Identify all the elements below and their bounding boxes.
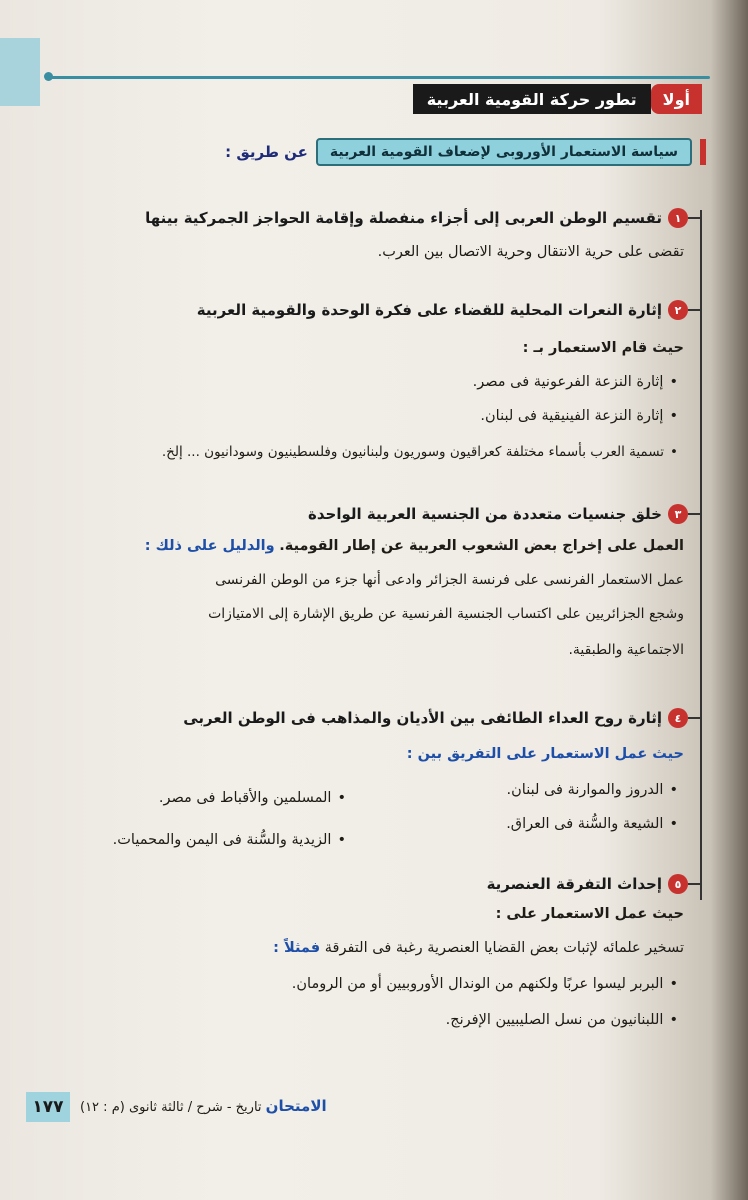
paragraph-line: عمل الاستعمار الفرنسى على فرنسة الجزائر وادعى أنها جزء من الوطن الفرنسى <box>215 572 684 588</box>
section-title: إثارة النعرات المحلية للقضاء على فكرة الوحدة والقومية العربية <box>196 301 662 319</box>
footer-book: تاريخ - شرح / ثالثة ثانوى <box>128 1100 262 1115</box>
page-number: ١٧٧ <box>26 1092 70 1122</box>
subheader-mark <box>700 139 706 165</box>
list-item: • الشيعة والسُّنة فى العراق. <box>506 816 678 832</box>
section-5-line <box>273 940 684 956</box>
chapter-header <box>413 84 702 114</box>
list-item: • تسمية العرب بأسماء مختلفة كعراقيون وسوريون ولبنانيون وفلسطينيون وسودانيون ... إلخ. <box>162 444 678 460</box>
section-4-intro: حيث عمل الاستعمار على التفريق بين : <box>406 746 684 762</box>
list-item: • المسلمين والأقباط فى مصر. <box>159 790 346 806</box>
footer-brand: الامتحان <box>265 1097 327 1115</box>
footer-code: (م : ١٢) <box>80 1100 125 1115</box>
section-title: إثارة روح العداء الطائفى بين الأديان والمذاهب فى الوطن العربى <box>183 709 662 727</box>
section-5-heading <box>487 872 702 896</box>
section-3-heading <box>308 502 702 526</box>
section-5-statement: تسخير علمائه لإثبات بعض القضايا العنصرية رغبة فى التفرقة <box>324 940 684 956</box>
section-number: ٤ <box>668 708 688 728</box>
section-3-line <box>145 538 684 554</box>
section-number: ٣ <box>668 504 688 524</box>
list-item: • إثارة النزعة الفرعونية فى مصر. <box>473 374 678 390</box>
section-number: ٥ <box>668 874 688 894</box>
section-title: إحداث التفرقة العنصرية <box>486 875 662 893</box>
list-item: • البربر ليسوا عربًا ولكنهم من الوندال الأوروبيين أو من الرومان. <box>292 976 678 992</box>
paragraph-line: الاجتماعية والطبقية. <box>568 642 684 658</box>
list-item: • الدروز والموارنة فى لبنان. <box>507 782 678 798</box>
section-number: ١ <box>668 208 688 228</box>
section-2-heading <box>197 298 702 322</box>
section-5-intro: حيث عمل الاستعمار على : <box>495 906 684 922</box>
section-title: تقسيم الوطن العربى إلى أجزاء منفصلة وإقامة الحواجز الجمركية بينها <box>145 209 662 227</box>
section-number: ٢ <box>668 300 688 320</box>
header-badge: أولا <box>651 84 702 114</box>
paragraph-line: وشجع الجزائريين على اكتساب الجنسية الفرنسية عن طريق الإشارة إلى الامتيازات <box>208 606 684 622</box>
example-label: فمثلاً : <box>273 940 321 956</box>
subheader <box>225 138 706 166</box>
section-title: خلق جنسيات متعددة من الجنسية العربية الواحدة <box>308 505 662 523</box>
corner-tab <box>0 38 40 106</box>
evidence-label: والدليل على ذلك : <box>144 538 275 554</box>
header-title: تطور حركة القومية العربية <box>413 84 651 114</box>
section-4-heading <box>183 706 702 730</box>
section-1-text: تقضى على حرية الانتقال وحرية الاتصال بين العرب. <box>377 244 684 260</box>
subheader-title: سياسة الاستعمار الأوروبى لإضعاف القومية العربية <box>316 138 692 166</box>
section-3-statement: العمل على إخراج بعض الشعوب العربية عن إطار القومية. <box>279 538 684 554</box>
top-rule <box>50 76 710 79</box>
section-1-heading <box>145 206 702 230</box>
section-2-intro: حيث قام الاستعمار بـ : <box>522 340 684 356</box>
list-item: • الزيدية والسُّنة فى اليمن والمحميات. <box>113 832 346 848</box>
list-item: • اللبنانيون من نسل الصليبيين الإفرنج. <box>446 1012 678 1028</box>
list-item: • إثارة النزعة الفينيقية فى لبنان. <box>480 408 678 424</box>
footer-caption <box>80 1097 327 1115</box>
subheader-suffix: عن طريق : <box>225 143 308 161</box>
